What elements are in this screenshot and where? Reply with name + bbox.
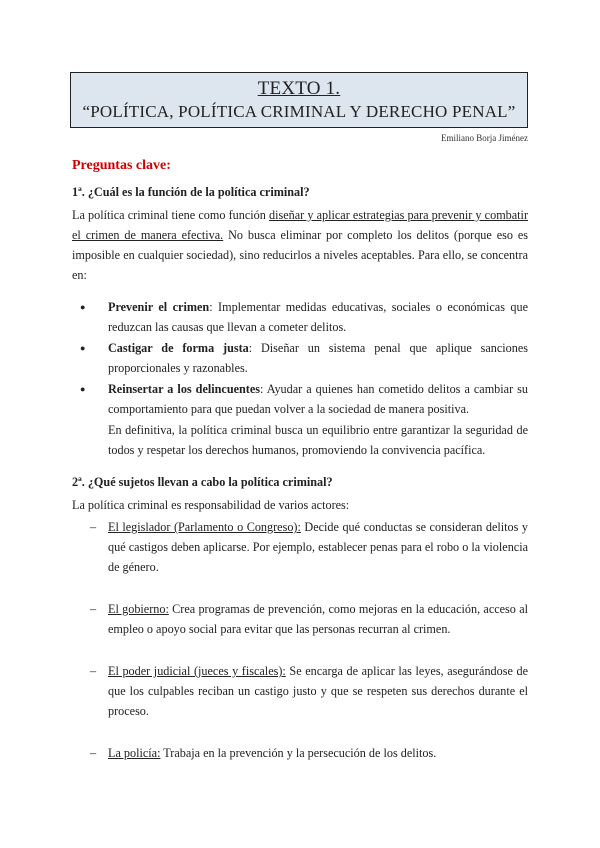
list-item-term: Castigar de forma justa bbox=[108, 341, 249, 355]
actor-label: El poder judicial (jueces y fiscales): bbox=[108, 664, 286, 678]
document-body bbox=[72, 152, 528, 763]
list-item bbox=[108, 379, 528, 419]
actor-text: Crea programas de prevención, como mejoras en la educación, acceso al empleo o apoyo social para evitar que las personas recurran al crimen. bbox=[108, 602, 528, 636]
question-2-intro: La política criminal es responsabilidad de varios actores: bbox=[72, 498, 350, 512]
list-item-term: Prevenir el crimen bbox=[108, 300, 210, 314]
list-item bbox=[108, 661, 528, 721]
actor-text: Trabaja en la prevención y la persecución de los delitos. bbox=[160, 746, 437, 760]
document-subtitle: “POLÍTICA, POLÍTICA CRIMINAL Y DERECHO PENAL” bbox=[82, 102, 516, 121]
question-1-intro bbox=[72, 205, 528, 285]
list-item bbox=[108, 599, 528, 639]
title-box bbox=[70, 72, 528, 128]
list-item bbox=[108, 338, 528, 378]
document-title: TEXTO 1. bbox=[257, 78, 341, 99]
actor-text: Decide qué conductas se consideran delitos y qué castigos deben aplicarse. Por ejemplo, establecer penas para el robo o la violencia de género. bbox=[108, 520, 528, 574]
actors-list bbox=[72, 517, 528, 763]
actor-label: El legislador (Parlamento o Congreso): bbox=[108, 520, 301, 534]
intro-underlined: diseñar y aplicar estrategias para prevenir y combatir el crimen de manera efectiva. bbox=[72, 208, 529, 242]
question-2: 2ª. ¿Qué sujetos llevan a cabo la política criminal? bbox=[72, 475, 333, 489]
list-item bbox=[108, 517, 528, 577]
intro-text-a: La política criminal tiene como función bbox=[72, 208, 269, 222]
actor-label: El gobierno: bbox=[108, 602, 169, 616]
question-1-conclusion: En definitiva, la política criminal busca un equilibrio entre garantizar la seguridad de todos y respetar los derechos humanos, promoviendo la convivencia pacífica. bbox=[108, 423, 528, 457]
list-item-text: : Implementar medidas educativas, sociales o económicas que reduzcan las causas que llevan a cometer delitos. bbox=[108, 300, 529, 334]
list-item bbox=[108, 297, 528, 337]
section-title: Preguntas clave: bbox=[72, 158, 171, 173]
list-item bbox=[108, 743, 528, 763]
actor-label: La policía: bbox=[108, 746, 161, 760]
author-name: Emiliano Borja Jiménez bbox=[441, 133, 528, 143]
actor-text: Se encarga de aplicar las leyes, asegurándose de que los culpables reciban un castigo justo y que se respeten sus derechos durante el proceso. bbox=[108, 664, 528, 718]
list-item-text: : Diseñar un sistema penal que aplique sanciones proporcionales y razonables. bbox=[108, 341, 528, 375]
list-item-term: Reinsertar a los delincuentes bbox=[108, 382, 261, 396]
intro-text-b: No busca eliminar por completo los delitos (porque eso es imposible en cualquier sociedad), sino reducirlos a niveles aceptables. Para ello, se concentra en: bbox=[72, 228, 528, 282]
question-1: 1ª. ¿Cuál es la función de la política criminal? bbox=[72, 185, 310, 199]
list-item-text: : Ayudar a quienes han cometido delitos a cambiar su comportamiento para que puedan volver a la sociedad de manera positiva. bbox=[108, 382, 528, 416]
function-list bbox=[72, 297, 528, 419]
